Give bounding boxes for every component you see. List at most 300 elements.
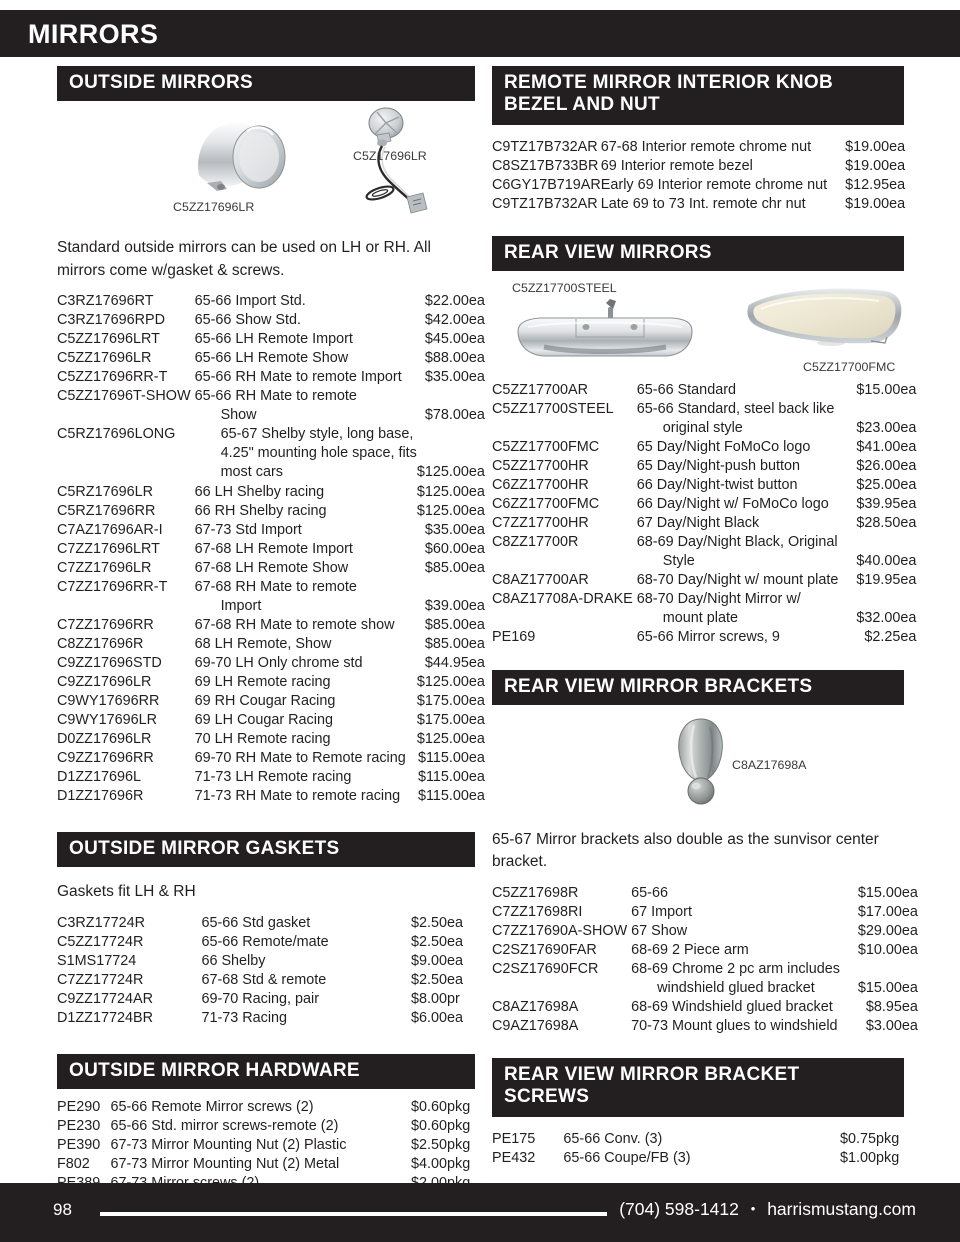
cell-part-number: C8SZ17B733BR xyxy=(492,157,599,174)
cell-price: $0.60 xyxy=(410,1118,447,1135)
cell-price: $28.50 xyxy=(856,515,901,532)
cell-part-number: D1ZZ17696L xyxy=(57,768,141,785)
cell-part-number: C9TZ17B732AR xyxy=(492,195,598,212)
cell-unit: ea xyxy=(447,1009,464,1026)
cell-part-number xyxy=(57,597,195,616)
cell-part-number: C3RZ17696RT xyxy=(57,293,154,310)
cell-unit: ea xyxy=(901,884,918,901)
cell-part-number: C9AZ17698A xyxy=(492,1017,579,1034)
cell-description: 65-66 Coupe/FB (3) xyxy=(563,1149,691,1166)
cell-description: 68-70 Day/Night w/ mount plate xyxy=(636,572,839,589)
table-row xyxy=(492,552,916,571)
cell-description: 68-69 Day/Night Black, Original xyxy=(636,534,838,551)
table-row xyxy=(492,138,905,157)
page-banner xyxy=(0,10,960,57)
gaskets-rows xyxy=(57,914,475,1028)
cell-price: $2.50 xyxy=(410,933,447,950)
cell-description: Style xyxy=(662,553,695,570)
cell-part-number: C9WY17696RR xyxy=(57,692,160,709)
table-row xyxy=(492,884,918,903)
cell-part-number: C7ZZ17696RR xyxy=(57,616,154,633)
cell-part-number: PE175 xyxy=(492,1130,536,1147)
cell-description: 70 LH Remote racing xyxy=(194,730,331,747)
cell-description: 66 Day/Night-twist button xyxy=(636,477,798,494)
table-row xyxy=(492,1017,918,1036)
table-row xyxy=(492,903,918,922)
cell-part-number: PE432 xyxy=(492,1149,536,1166)
table-row xyxy=(57,1117,475,1136)
cell-unit xyxy=(469,387,485,406)
cell-price: $12.95 xyxy=(845,176,890,193)
cell-description: 65-66 Import Std. xyxy=(194,293,306,310)
table-row xyxy=(492,1130,904,1149)
table-row xyxy=(492,609,916,628)
cell-description: 67-73 Mirror Mounting Nut (2) Metal xyxy=(110,1156,340,1173)
remote-mirror-with-cable-photo xyxy=(355,107,451,219)
cell-part-number: PE169 xyxy=(492,629,536,646)
cell-price: $42.00 xyxy=(424,312,469,329)
cell-price: $125.00 xyxy=(416,673,469,690)
cell-description: 67-73 Mirror Mounting Nut (2) Plastic xyxy=(110,1137,347,1154)
bullet-mirror-photo xyxy=(187,113,291,195)
table-row xyxy=(57,1009,475,1028)
table-row xyxy=(57,971,475,990)
cell-unit: pkg xyxy=(876,1149,900,1166)
footer-bullet-icon: • xyxy=(750,1201,756,1216)
table-row xyxy=(57,349,485,368)
cell-part-number: C2SZ17690FAR xyxy=(492,941,597,958)
table-row xyxy=(57,730,485,749)
cell-description: 67-68 RH Mate to remote xyxy=(194,578,357,595)
cell-price: $125.00 xyxy=(416,483,469,500)
cell-part-number: C5ZZ17700FMC xyxy=(492,439,600,456)
photo-label-remote-mirror: C5Z17696LR xyxy=(353,149,427,164)
cell-unit: ea xyxy=(889,138,906,155)
cell-price: $39.95 xyxy=(856,496,901,513)
cell-unit: ea xyxy=(468,369,485,386)
cell-description: 68-70 Day/Night Mirror w/ xyxy=(636,591,801,608)
cell-part-number: C7ZZ17724R xyxy=(57,971,144,988)
cell-description: 65-66 Standard xyxy=(636,382,736,399)
cell-description: 69-70 Racing, pair xyxy=(201,990,320,1007)
table-row xyxy=(492,438,916,457)
cell-price: $115.00 xyxy=(417,787,469,804)
remote-knob-heading-line2: BEZEL AND NUT xyxy=(504,94,660,116)
table-row xyxy=(57,673,485,692)
cell-price xyxy=(417,425,469,444)
table-row xyxy=(57,444,485,463)
cell-description: 67 Import xyxy=(631,903,692,920)
cell-description: 65-66 Remote Mirror screws (2) xyxy=(110,1099,314,1116)
cell-price: $26.00 xyxy=(856,458,901,475)
cell-description: 66 Shelby xyxy=(201,952,266,969)
cell-part-number xyxy=(57,444,195,463)
cell-part-number: C7ZZ17696LR xyxy=(57,559,152,576)
cell-part-number: C5RZ17696RR xyxy=(57,502,156,519)
outside-mirrors-rows xyxy=(57,292,485,805)
cell-part-number: C5ZZ17700HR xyxy=(492,458,589,475)
cell-part-number: C6ZZ17700FMC xyxy=(492,496,600,513)
gaskets-note: Gaskets fit LH & RH xyxy=(57,883,196,901)
bracket-photo-area xyxy=(492,709,904,817)
footer-website: harrismustang.com xyxy=(767,1199,916,1219)
cell-unit: pkg xyxy=(447,1156,471,1173)
cell-unit: ea xyxy=(889,157,906,174)
table-row xyxy=(492,419,916,438)
cell-description: 65-67 Shelby style, long base, xyxy=(220,426,414,443)
cell-description: 4.25" mounting hole space, fits xyxy=(220,445,417,462)
table-row xyxy=(57,578,485,597)
cell-unit: pkg xyxy=(447,1099,471,1116)
cell-unit xyxy=(469,444,485,463)
cell-description: most cars xyxy=(220,464,283,481)
cell-unit: ea xyxy=(901,1017,918,1034)
cell-price: $2.50 xyxy=(410,1137,447,1154)
cell-description: 67-68 RH Mate to remote show xyxy=(194,616,395,633)
cell-price: $4.00 xyxy=(410,1156,447,1173)
cell-description: 69 Interior remote bezel xyxy=(600,157,753,174)
cell-part-number xyxy=(57,406,195,425)
cell-unit: ea xyxy=(889,195,906,212)
cell-part-number: C8ZZ17700R xyxy=(492,534,579,551)
cell-price: $88.00 xyxy=(424,350,469,367)
cell-unit: ea xyxy=(901,903,918,920)
cell-price: $10.00 xyxy=(857,941,902,958)
table-row xyxy=(57,521,485,540)
cell-part-number: C5RZ17696LR xyxy=(57,483,153,500)
cell-part-number: C9TZ17B732AR xyxy=(492,138,598,155)
cell-price: $35.00 xyxy=(424,521,469,538)
cell-price: $115.00 xyxy=(417,768,469,785)
cell-part-number: C5ZZ17700AR xyxy=(492,382,588,399)
cell-description: 71-73 LH Remote racing xyxy=(194,768,352,785)
page-footer xyxy=(0,1183,960,1242)
cell-description: 69-70 RH Mate to Remote racing xyxy=(194,749,406,766)
cell-price: $23.00 xyxy=(856,420,901,437)
cell-description: Show xyxy=(220,407,257,424)
cell-price: $1.00 xyxy=(839,1149,876,1166)
page-title: MIRRORS xyxy=(28,19,159,49)
cell-price: $32.00 xyxy=(856,610,901,627)
cell-unit: ea xyxy=(468,293,485,310)
cell-unit: ea xyxy=(468,464,485,481)
table-row xyxy=(492,1149,904,1168)
cell-unit: ea xyxy=(447,914,464,931)
table-row xyxy=(57,540,485,559)
cell-description: 71-73 Racing xyxy=(201,1009,288,1026)
cell-part-number: PE290 xyxy=(57,1099,101,1116)
table-row xyxy=(57,1098,475,1117)
cell-price: $44.95 xyxy=(424,654,469,671)
cell-description: 66 Day/Night w/ FoMoCo logo xyxy=(636,496,829,513)
table-row xyxy=(57,311,485,330)
cell-description: 65-66 Remote/mate xyxy=(201,933,329,950)
cell-price: $19.00 xyxy=(845,138,890,155)
table-row xyxy=(492,476,916,495)
cell-price: $8.00 xyxy=(410,990,447,1007)
cell-part-number: C5ZZ17696T-SHOW xyxy=(57,388,191,405)
cell-price xyxy=(417,444,469,463)
cell-price: $125.00 xyxy=(416,464,469,481)
cell-description: 67-73 Std Import xyxy=(194,521,302,538)
cell-price: $2.50 xyxy=(410,971,447,988)
cell-description: 65-66 Show Std. xyxy=(194,312,301,329)
cell-unit: ea xyxy=(468,483,485,500)
cell-price xyxy=(838,533,900,552)
cell-description: 67 Day/Night Black xyxy=(636,515,760,532)
cell-unit: ea xyxy=(468,730,485,747)
table-row xyxy=(492,922,918,941)
table-row xyxy=(57,990,475,1009)
cell-unit: ea xyxy=(468,350,485,367)
cell-part-number: C6ZZ17700HR xyxy=(492,477,589,494)
table-row xyxy=(492,998,918,1017)
cell-price xyxy=(838,400,900,419)
table-row xyxy=(492,400,916,419)
cell-unit: ea xyxy=(468,521,485,538)
steel-rear-view-mirror-photo xyxy=(514,297,696,359)
cell-part-number: C9ZZ17696RR xyxy=(57,749,154,766)
cell-part-number: C7ZZ17698RI xyxy=(492,903,583,920)
cell-unit: ea xyxy=(900,610,917,627)
cell-part-number: C8ZZ17696R xyxy=(57,635,144,652)
cell-price xyxy=(417,578,469,597)
footer-page-number: 98 xyxy=(53,1200,72,1219)
photo-label-bracket: C8AZ17698A xyxy=(732,757,807,772)
cell-price: $15.00 xyxy=(856,382,901,399)
cell-part-number: F802 xyxy=(57,1156,90,1173)
table-row xyxy=(57,933,475,952)
table-row xyxy=(492,590,916,609)
cell-unit: ea xyxy=(900,553,917,570)
cell-description: 69 LH Cougar Racing xyxy=(194,711,333,728)
table-row xyxy=(492,381,916,400)
cell-unit: ea xyxy=(468,407,485,424)
cell-description: 65-66 Mirror screws, 9 xyxy=(636,629,780,646)
table-row xyxy=(57,654,485,673)
cell-price: $41.00 xyxy=(856,439,901,456)
cell-description: 67-68 Interior remote chrome nut xyxy=(600,138,812,155)
cell-description: 68-69 2 Piece arm xyxy=(631,941,749,958)
footer-phone: (704) 598-1412 xyxy=(619,1199,739,1219)
cell-price: $60.00 xyxy=(424,540,469,557)
cell-part-number: C9ZZ17724AR xyxy=(57,990,153,1007)
cell-description: 65-66 LH Remote Show xyxy=(194,350,349,367)
cell-part-number: C8AZ17700AR xyxy=(492,572,589,589)
cell-description: 71-73 RH Mate to remote racing xyxy=(194,787,401,804)
table-row xyxy=(57,787,485,806)
brackets-note: 65-67 Mirror brackets also double as the sunvisor center bracket. xyxy=(492,830,879,871)
cell-price: $2.50 xyxy=(410,914,447,931)
cell-price: $22.00 xyxy=(424,293,469,310)
cell-unit: pkg xyxy=(876,1130,900,1147)
cell-unit: ea xyxy=(468,673,485,690)
cell-description: 69 LH Remote racing xyxy=(194,673,331,690)
cell-price: $39.00 xyxy=(424,597,469,614)
table-row xyxy=(57,559,485,578)
cell-unit: pkg xyxy=(447,1118,471,1135)
cell-price: $85.00 xyxy=(424,616,469,633)
cell-price: $19.95 xyxy=(856,572,901,589)
remote-knob-rows xyxy=(492,138,905,214)
cell-unit: ea xyxy=(900,477,917,494)
cell-price: $175.00 xyxy=(416,692,469,709)
cell-price: $40.00 xyxy=(856,553,901,570)
cell-price: $19.00 xyxy=(845,157,890,174)
cell-part-number: C5ZZ17724R xyxy=(57,933,144,950)
cell-unit: ea xyxy=(900,629,917,646)
table-row xyxy=(57,502,485,521)
cell-unit: ea xyxy=(468,711,485,728)
cell-description: 66 LH Shelby racing xyxy=(194,483,325,500)
cell-price: $0.75 xyxy=(839,1130,876,1147)
cell-part-number: C5ZZ17696RR-T xyxy=(57,369,168,386)
photo-label-bullet-mirror: C5ZZ17696LR xyxy=(173,200,255,215)
table-row xyxy=(57,483,485,502)
cell-unit: ea xyxy=(900,420,917,437)
cell-part-number: C5RZ17696LONG xyxy=(57,426,176,443)
cell-unit: ea xyxy=(901,941,918,958)
section-header-rear-view-mirrors: REAR VIEW MIRRORS xyxy=(492,236,904,271)
cell-unit: ea xyxy=(900,382,917,399)
right-column xyxy=(492,66,918,1168)
cell-part-number: D1ZZ17696R xyxy=(57,787,144,804)
cell-description: 68-69 Windshield glued bracket xyxy=(631,998,833,1015)
rear-view-mirrors-table xyxy=(492,381,916,647)
table-row xyxy=(57,330,485,349)
cell-description: 65-66 Standard, steel back like xyxy=(636,401,835,418)
cell-part-number: D0ZZ17696LR xyxy=(57,730,152,747)
cell-unit: ea xyxy=(468,635,485,652)
cell-price xyxy=(840,960,902,979)
cell-unit: ea xyxy=(901,922,918,939)
cell-price: $29.00 xyxy=(857,922,902,939)
outside-mirror-gaskets-table xyxy=(57,914,475,1028)
table-row xyxy=(57,406,485,425)
cell-part-number: C2SZ17690FCR xyxy=(492,960,599,977)
table-row xyxy=(57,711,485,730)
cell-description: 65-66 LH Remote Import xyxy=(194,331,353,348)
bracket-screws-heading-line1: REAR VIEW MIRROR BRACKET xyxy=(504,1063,800,1085)
table-row xyxy=(57,1155,475,1174)
table-row xyxy=(57,1136,475,1155)
table-row xyxy=(57,368,485,387)
cell-part-number: C7ZZ17696RR-T xyxy=(57,578,168,595)
cell-price: $2.25 xyxy=(864,629,901,646)
outside-mirrors-table xyxy=(57,292,485,805)
cell-unit: ea xyxy=(900,496,917,513)
cell-unit: ea xyxy=(900,439,917,456)
cell-unit: ea xyxy=(447,933,464,950)
cell-unit xyxy=(469,425,485,444)
cell-description: Late 69 to 73 Int. remote chr nut xyxy=(600,195,806,212)
cell-description: original style xyxy=(662,420,743,437)
cell-description: 67 Show xyxy=(631,922,688,939)
cell-description: 65-66 RH Mate to remote Import xyxy=(194,369,402,386)
cell-unit: ea xyxy=(468,559,485,576)
cell-part-number: PE230 xyxy=(57,1118,101,1135)
cell-unit: ea xyxy=(900,572,917,589)
section-header-rear-view-mirror-brackets: REAR VIEW MIRROR BRACKETS xyxy=(492,670,904,705)
cell-price: $19.00 xyxy=(845,195,890,212)
table-row xyxy=(57,292,485,311)
cell-part-number: C5ZZ17700STEEL xyxy=(492,401,614,418)
cell-price: $8.95 xyxy=(865,998,902,1015)
cell-part-number: C5ZZ17696LR xyxy=(57,350,152,367)
cell-part-number: C3RZ17696RPD xyxy=(57,312,165,329)
rear-view-mirror-photos xyxy=(492,275,904,379)
outside-mirror-photos xyxy=(57,107,475,225)
cell-unit: ea xyxy=(447,971,464,988)
cell-price: $85.00 xyxy=(424,635,469,652)
cell-description: 67-68 LH Remote Import xyxy=(194,540,353,557)
table-row xyxy=(492,195,905,214)
table-row xyxy=(492,628,916,647)
left-column xyxy=(57,66,485,1193)
cell-price: $78.00 xyxy=(424,407,469,424)
cell-part-number: C5ZZ17698R xyxy=(492,884,579,901)
table-row xyxy=(57,692,485,711)
table-row xyxy=(492,571,916,590)
remote-knob-table xyxy=(492,138,905,214)
cell-price: $17.00 xyxy=(857,903,902,920)
cell-description: 65-66 xyxy=(631,884,668,901)
bracket-screws-table xyxy=(492,1130,904,1168)
table-row xyxy=(57,635,485,654)
cell-unit xyxy=(900,533,916,552)
cell-unit: ea xyxy=(468,692,485,709)
cell-price: $175.00 xyxy=(416,711,469,728)
cell-description: 70-73 Mount glues to windshield xyxy=(631,1017,838,1034)
cell-description: 69 RH Cougar Racing xyxy=(194,692,336,709)
table-row xyxy=(492,960,918,979)
cell-price: $25.00 xyxy=(856,477,901,494)
section-header-bracket-screws xyxy=(492,1058,904,1117)
cell-unit: ea xyxy=(900,515,917,532)
cell-description: 65 Day/Night-push button xyxy=(636,458,800,475)
cell-description: 65-66 Std gasket xyxy=(201,914,311,931)
table-row xyxy=(492,495,916,514)
table-row xyxy=(492,514,916,533)
table-row xyxy=(57,387,485,406)
cell-unit: ea xyxy=(468,749,485,766)
cell-unit: ea xyxy=(468,616,485,633)
cell-part-number: C3RZ17724R xyxy=(57,914,145,931)
table-row xyxy=(492,457,916,476)
footer-divider xyxy=(100,1212,607,1216)
table-row xyxy=(57,597,485,616)
cell-part-number: C9ZZ17696LR xyxy=(57,673,152,690)
cell-unit: ea xyxy=(901,998,918,1015)
cell-part-number: C9WY17696LR xyxy=(57,711,157,728)
hardware-rows xyxy=(57,1098,475,1193)
fmc-rear-view-mirror-photo xyxy=(745,283,907,349)
table-row xyxy=(57,425,485,444)
cell-unit xyxy=(900,400,916,419)
cell-unit: pkg xyxy=(447,1137,471,1154)
outside-mirror-hardware-table xyxy=(57,1098,475,1193)
cell-price: $125.00 xyxy=(416,502,469,519)
table-row xyxy=(57,952,475,971)
cell-description: Early 69 Interior remote chrome nut xyxy=(600,176,828,193)
cell-part-number xyxy=(492,609,637,628)
bracket-screws-heading-line2: SCREWS xyxy=(504,1086,590,1108)
cell-part-number: C7AZ17696AR-I xyxy=(57,521,163,538)
table-row xyxy=(492,979,918,998)
brackets-rows xyxy=(492,884,918,1036)
rear-view-mirrors-rows xyxy=(492,381,916,647)
cell-part-number: C7ZZ17700HR xyxy=(492,515,589,532)
